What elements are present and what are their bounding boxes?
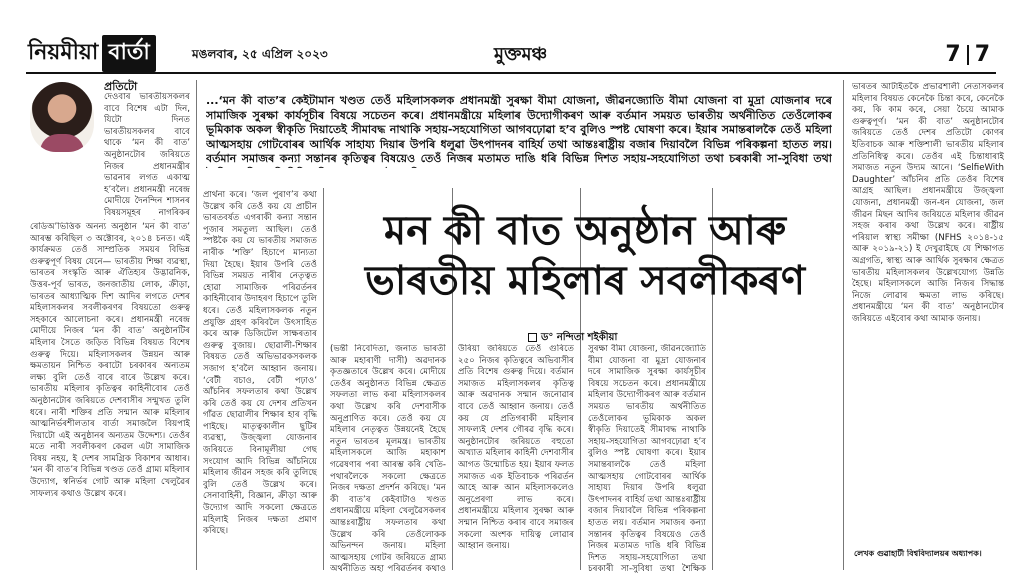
headline-line-2: ভাৰতীয় মহিলাৰ সবলীকৰণ [364,258,806,304]
article-column-1-top: দেওবাৰ ভাৰতীয়সকলৰ বাবে বিশেষ এটা দিন, যিটো দিনত ভাৰতীয়সকলৰ বাবে থাকে ‘মন কী বাত’ অনুষ্ঠানটোৰ জৰিয়তে নিজৰ প্ৰধানমন্ত্ৰীৰ ভাৱনাৰ লগত একাত্ম হ’বলৈ। প্ৰধানমন্ত্ৰী নৰেন্দ্ৰ মোদীয়ে দৈনন্দিন শাসনৰ বিষয়সমূহৰ নাগৰিকৰ [104,92,190,218]
masthead [26,38,996,74]
page-number-divider [967,45,969,65]
article-column-4: উৰিয়া জৰিয়তে তেওঁ গুৰিতে ২৫০ নিজৰ কৃতিত্বৰে অভিবাসীৰ প্ৰতি বিশেষ গুৰুত্ব দিয়ে। বৰ্তমান সমাজত মহিলাসকলৰ কৃতিত্ব আৰু অৱদানক সন্মান জনোৱাৰ বাবে তেওঁ আহ্বান জনায়। তেওঁ কয় যে প্ৰতিগৰাকী মহিলাৰ সাফল্যই দেশৰ গৌৰৱ বৃদ্ধি কৰে। অনুষ্ঠানটোৰ জৰিয়তে বহুতো অখ্যাত মহিলাৰ কাহিনী দেশবাসীৰ আগত উন্মোচিত হয়। ইয়াৰ ফলত সমাজত এক ইতিবাচক পৰিৱৰ্তন আহে আৰু আন মহিলাসকলেও অনুপ্ৰেৰণা লাভ কৰে। প্ৰধানমন্ত্ৰীয়ে মহিলাৰ সুৰক্ষা আৰু সন্মান নিশ্চিত কৰাৰ বাবে সমাজৰ সকলো অংশক দায়িত্ব লোৱাৰ আহ্বান জনায়। [458,344,574,552]
newspaper-logo [26,38,156,68]
logo-text-part1: নিয়মীয়া [28,39,99,65]
column-rule [323,188,324,570]
column-label: প্ৰতিটো [104,80,138,93]
page-number [945,42,990,67]
author-footnote: লেখক গুৱাহাটী বিশ্ববিদ্যালয়ৰ অধ্যাপক। [854,549,982,558]
article-column-3: (ভন্তী নিবেদিতা, জনাত ভাৰতী আৰু মহাৰাণী দাসী) অৱদানক কৃতজ্ঞতাৰে উল্লেখ কৰে। মোদীয়ে তেওঁৰ অনুষ্ঠানত বিভিন্ন ক্ষেত্ৰত সফলতা লাভ কৰা মহিলাসকলৰ কথা উল্লেখ কৰি দেশবাসীক অনুপ্ৰাণিত কৰে। তেওঁ কয় যে মহিলাৰ নেতৃত্বত উন্নয়নেই হৈছে নতুন ভাৰতৰ মূলমন্ত্ৰ। ভাৰতীয় মহিলাসকলে আজি মহাকাশ গৱেষণাৰ পৰা আৰম্ভ কৰি খেতি-পথাৰলৈকে সকলো ক্ষেত্ৰতে নিজৰ দক্ষতা প্ৰদৰ্শন কৰিছে। ‘মন কী বাত’ৰ কেইবাটাও খণ্ডত প্ৰধানমন্ত্ৰীয়ে মহিলা খেলুৱৈসকলৰ আন্তঃৰাষ্ট্ৰীয় সফলতাৰ কথা উল্লেখ কৰি তেওঁলোকক অভিনন্দন জনায়। মহিলা আত্মসহায় গোটৰ জৰিয়তে গ্ৰাম্য অৰ্থনীতিত অহা পৰিৱৰ্তনৰ কথাও [330,344,446,574]
headline-line-1: মন কী বাত অনুষ্ঠান আৰু [384,208,786,254]
column-rule [196,80,197,570]
article-headline [325,206,845,306]
article-column-1: ৰেডিঅ’ভিত্তিক অনন্য অনুষ্ঠান ‘মন কী বাত’ আৰম্ভ কৰিছিল ৩ অক্টোবৰ, ২০১৪ চনত। এই কাৰ্যক্ৰমত তেওঁ সাম্প্ৰতিক সময়ৰ বিভিন্ন গুৰুত্বপূৰ্ণ বিষয় যেনে— ভাৰতীয় শিক্ষা ব্যৱস্থা, ভাৰতৰ সংস্কৃতি আৰু ঐতিহ্যৰ উদ্ভাৱনিক, উত্তৰ-পূৰ্ব ভাৰত, জনজাতীয় লোক, ক্ৰীড়া, ভাৰতৰ আধ্যাত্মিক দিশ আদিৰ লগতে দেশৰ মহিলাসকলৰ সবলীকৰণৰ বিষয়তো গুৰুত্ব সহকাৰে আলোচনা কৰে। প্ৰধানমন্ত্ৰী নৰেন্দ্ৰ মোদীয়ে নিজৰ ‘মন কী বাত’ অনুষ্ঠানটিৰ মহিলাৰ সৈতে জড়িত বিভিন্ন বিষয়ত বিশেষ গুৰুত্ব দিয়ে। মহিলাসকলৰ উন্নয়ন আৰু ক্ষমতায়ন নিশ্চিত কৰাটো চৰকাৰৰ অন্যতম লক্ষ্য বুলি তেওঁ বাৰে বাৰে উল্লেখ কৰে। ভাৰতীয় মহিলাৰ কৃতিত্বৰ কাহিনীবোৰ তেওঁ অনুষ্ঠানটোৰ জৰিয়তে দেশবাসীৰ সন্মুখত তুলি ধৰে। নাৰী শক্তিৰ প্ৰতি সন্মান আৰু মহিলাৰ আত্মনিৰ্ভৰশীলতাৰ বাৰ্তা সমাজলৈ বিয়পাই দিয়াটো এই অনুষ্ঠানৰ অন্যতম উদ্দেশ্য। তেওঁৰ মতে নাৰী সবলীকৰণ কেৱল এটা সামাজিক বিষয় নহয়, ই দেশৰ সামগ্ৰিক বিকাশৰ আধাৰ। ‘মন কী বাত’ৰ বিভিন্ন খণ্ডত তেওঁ গ্ৰাম্য মহিলাৰ উদ্যোগ, স্বনিৰ্ভৰ গোট আৰু মহিলা খেলুৱৈৰ সাফল্যৰ কথাও উল্লেখ কৰে। [30,222,190,499]
author-name: ড° নন্দিতা শইকীয়া [541,332,618,343]
article-column-2: প্ৰাৰ্থনা কৰে। ‘জল পুৰাণ’ৰ কথা উল্লেখ কৰি তেওঁ কয় যে প্ৰাচীন ভাৰতবৰ্ষত এগৰাকী কন্যা সন্তান পূজাৰ সমতুল্য আছিল। তেওঁ স্পষ্টকৈ কয় যে ভাৰতীয় সমাজত নাৰীক ‘শক্তি’ হিচাপে মান্যতা দিয়া হৈছে। ইয়াৰ উপৰি তেওঁ বিভিন্ন সময়ত নাৰীৰ নেতৃত্বত হোৱা সামাজিক পৰিৱৰ্তনৰ কাহিনীবোৰ উদাহৰণ হিচাপে তুলি ধৰে। তেওঁ মহিলাসকলক নতুন প্ৰযুক্তি গ্ৰহণ কৰিবলৈ উৎসাহিত কৰে আৰু ডিজিটেল সাক্ষৰতাৰ গুৰুত্ব বুজায়। ছোৱালী-শিক্ষাৰ বিষয়ত তেওঁ অভিভাৱকসকলক সজাগ হ’বলৈ আহ্বান জনায়। ‘বেটী বচাও, বেটী পঢ়াও’ আঁচনিৰ সফলতাৰ কথা উল্লেখ কৰি তেওঁ কয় যে দেশৰ প্ৰতিখন গাঁৱত ছোৱালীৰ শিক্ষাৰ হাৰ বৃদ্ধি পাইছে। মাতৃত্বকালীন ছুটিৰ ব্যৱস্থা, উজ্জ্বলা যোজনাৰ জৰিয়তে বিনামূলীয়া গেছ সংযোগ আদি বিভিন্ন আঁচনিয়ে মহিলাৰ জীৱন সহজ কৰি তুলিছে বুলি তেওঁ উল্লেখ কৰে। সেনাবাহিনী, বিজ্ঞান, ক্ৰীড়া আৰু উদ্যোগ আদি সকলো ক্ষেত্ৰতে মহিলাই নিজৰ দক্ষতা প্ৰমাণ কৰিছে। [203,190,317,537]
issue-date: মঙলবাৰ, ২৫ এপ্ৰিল ২০২৩ [192,47,328,61]
column-rule [843,80,844,570]
section-title: মুক্তমঞ্চ [494,44,548,65]
page-total: 7 [974,42,990,67]
article-column-5: সুৰক্ষা বীমা যোজনা, জীৱনজ্যোতি বীমা যোজনা বা মুদ্ৰা যোজনাৰ দৰে সামাজিক সুৰক্ষা কাৰ্যসূচীৰ বিষয়ে সচেতন কৰে। প্ৰধানমন্ত্ৰীয়ে মহিলাৰ উদ্যোগীকৰণ আৰু বৰ্তমান সময়ত ভাৰতীয় অৰ্থনীতিত তেওঁলোকৰ ভূমিকাক অকল স্বীকৃতি দিয়াতেই সীমাবদ্ধ নাথাকি সহায়-সহযোগিতা আগবঢ়োৱা হ’ব বুলিও স্পষ্ট ঘোষণা কৰে। ইয়াৰ সমান্তৰালকৈ তেওঁ মহিলা আত্মসহায় গোটবোৰৰ আৰ্থিক সাহায্য দিয়াৰ উপৰি ধলুৱা উৎপাদনৰ বাহিৰ্য তথা আন্তঃৰাষ্ট্ৰীয় বজাৰ দিয়াবলৈ বিভিন্ন পৰিকল্পনা হাতত লয়। বৰ্তমান সমাজৰ কন্যা সন্তানৰ কৃতিত্বৰ বিষয়েও তেওঁ নিজৰ মতামত দাঙি ধৰি বিভিন্ন দিশত সহায়-সহযোগিতা তথা চৰকাৰী সা-সুবিধা তথা শৈক্ষিক [588,344,706,574]
article-column-6: ভাৰতৰ আটাইতকৈ প্ৰভাৱশালী নেতাসকলৰ মহিলাৰ বিষয়ত কেনেকৈ চিন্তা কৰে, কেনেকৈ কয়, কি কাম কৰে, সেয়া চৈয়ে আমাক গুৰুত্বপূৰ্ণ। ‘মন কী বাত’ অনুষ্ঠানটোৰ জৰিয়তে তেওঁ দেশৰ প্ৰতিটো কোণৰ ইতিবাচক আৰু শক্তিশালী ভাৰতীয় মহিলাৰ প্ৰতিনিধিত্ব কৰে। তেওঁৰ এই চিন্তাধাৰাই সমাজত নতুন উদ্যম আনে। ‘SelfieWith Daughter’ আঁচনিৰ প্ৰতি তেওঁৰ বিশেষ আগ্ৰহ আছিল। প্ৰধানমন্ত্ৰীয়ে উজ্জ্বলা যোজনা, প্ৰধানমন্ত্ৰী জন-ধন যোজনা, জল জীৱন মিছন আদিৰ জৰিয়তে মহিলাৰ জীৱন সহজ কৰাৰ কথা উল্লেখ কৰে। ৰাষ্ট্ৰীয় পৰিয়াল স্বাস্থ্য সমীক্ষা (NFHS ২০১৪-১৫ আৰু ২০১৯-২১) ই দেখুৱাইছে যে শিক্ষাগত অগ্ৰগতি, স্বাস্থ্য আৰু আৰ্থিক সুৰক্ষাৰ ক্ষেত্ৰত ভাৰতীয় মহিলাসকলৰ উল্লেখযোগ্য উন্নতি হৈছে। মহিলাসকলে আজি নিজৰ সিদ্ধান্ত নিজে লোৱাৰ ক্ষমতা লাভ কৰিছে। প্ৰধানমন্ত্ৰীয়ে ‘মন কী বাত’ অনুষ্ঠানটোৰ জৰিয়তে এইবোৰ কথা আমাক জনায়। [852,82,1004,324]
author-photo-clothing [40,134,84,152]
byline-square-icon [528,333,537,342]
logo-text-part2: বাৰ্তা [102,35,156,72]
article-standfirst: ...‘মন কী বাত’ৰ কেইটামান খণ্ডত তেওঁ মহিলাসকলক প্ৰধানমন্ত্ৰী সুৰক্ষা বীমা যোজনা, জীৱনজ্যোতি বীমা যোজনা বা মুদ্ৰা যোজনাৰ দৰে সামাজিক সুৰক্ষা কাৰ্যসূচীৰ বিষয়ে সচেতন কৰে। প্ৰধানমন্ত্ৰীয়ে মহিলাৰ উদ্যোগীকৰণ আৰু বৰ্তমান সময়ত ভাৰতীয় অৰ্থনীতিত তেওঁলোকৰ ভূমিকাক অকল স্বীকৃতি দিয়াতেই সীমাবদ্ধ নাথাকি সহায়-সহযোগিতা আগবঢ়োৱা হ’ব বুলিও স্পষ্ট ঘোষণা কৰে। ইয়াৰ সমান্তৰালকৈ তেওঁ মহিলা আত্মসহায় গোটবোৰৰ আৰ্থিক সাহায্য দিয়াৰ উপৰি ধলুৱা উৎপাদনৰ বাহিৰ্য তথা আন্তঃৰাষ্ট্ৰীয় বজাৰ দিয়াবলৈ বিভিন্ন পৰিকল্পনা হাতত লয়। বৰ্তমান সমাজৰ কন্যা সন্তানৰ কৃতিত্বৰ বিষয়েও তেওঁ নিজৰ মতামত দাঙি ধৰি বিভিন্ন দিশত সহায়-সহযোগিতা তথা চৰকাৰী সা-সুবিধা তথা [206,94,832,166]
author-photo [30,82,94,152]
page-current: 7 [945,42,961,67]
